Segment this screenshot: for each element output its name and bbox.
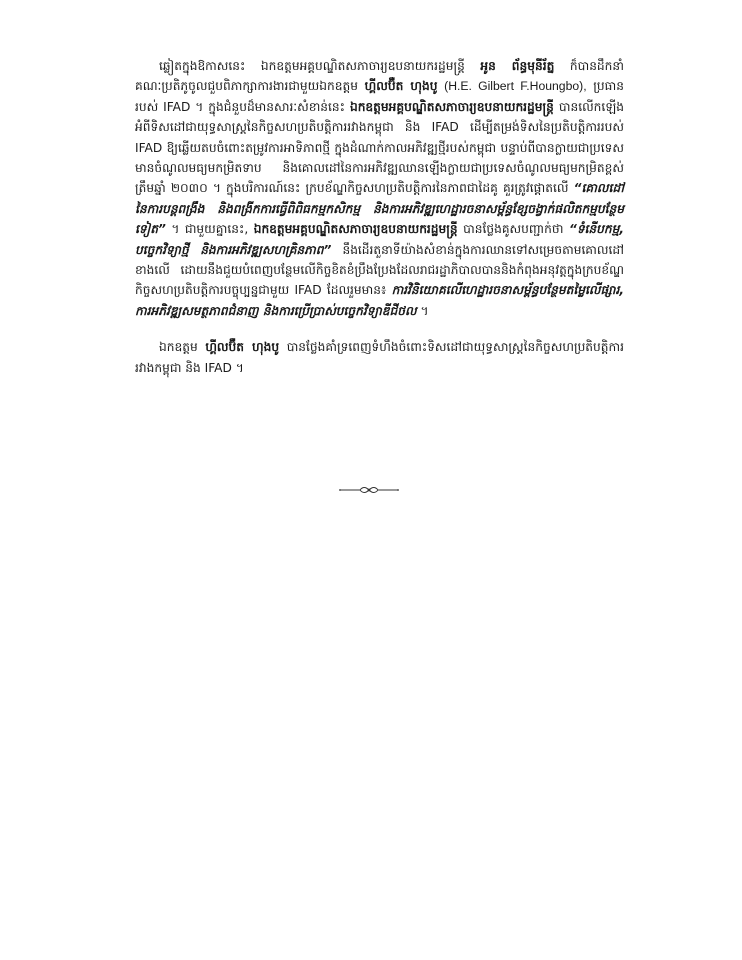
text-run: បានថ្លែងគាំទ្រពេញទំហឹងចំពោះទិសដៅជាយុទ្ធសាស្ត្រនៃកិច្ចសហប្រតិបត្តិការ រវាងកម្ពុជា និង IFAD ។ xyxy=(135,340,624,375)
text-run: ឆ្លៀតក្នុងឱកាសនេះ ឯកឧត្តមអគ្គបណ្ឌិតសភាចារ្យឧបនាយករដ្ឋមន្ត្រី xyxy=(159,59,465,73)
text-run: នឹងដើរតួនាទីយ៉ាងសំខាន់ក្នុងការឈានទៅសម្រេចតាមគោលដៅខាងលើ ដោយនឹងជួយបំពេញបន្ថែមលើកិច្ចខិតខំប្រឹងប្រែងដែលរាជរដ្ឋាភិបាលបាននិងកំពុងអនុវត្តក្នុងក្របខ័ណ្ឌកិច្ចសហប្រតិបត្តិការបច្ចុប្បន្នជាមួយ IFAD ដែលរួមមាន៖ xyxy=(135,242,624,298)
official-name-ifad-president: ហ្គីលប៊ឺត ហុងបូ xyxy=(364,79,438,94)
quoted-priorities: “ទំនើបកម្ម, បច្ចេកវិទ្យាថ្មី និងការអភិវឌ្ឍសហគ្រិនភាព” xyxy=(135,222,624,257)
official-title-bold: ឯកឧត្តមអគ្គបណ្ឌិតសភាចារ្យឧបនាយករដ្ឋមន្ត្រី xyxy=(253,222,458,237)
official-title-bold: ឯកឧត្តមអគ្គបណ្ឌិតសភាចារ្យឧបនាយករដ្ឋមន្ត្រី xyxy=(349,99,554,114)
text-run: បានថ្លែងគូសបញ្ជាក់ថា xyxy=(463,222,564,237)
investment-areas: ការវិនិយោគលើហេដ្ឋារចនាសម្ព័ន្ធបន្ថែមតម្លៃលើផ្សារ, ការអភិវឌ្ឍសមត្ថភាពជំនាញ និងការប្រើប្រាស់បច្ចេកវិទ្យាឌីជីថល xyxy=(135,283,624,318)
paragraph-support-statement xyxy=(135,337,624,378)
quoted-goal: “គោលដៅនៃការបន្តពង្រឹង និងពង្រីកការធ្វើពិពិធកម្មកសិកម្ម និងការអភិវឌ្ឍហេដ្ឋារចនាសម្ព័ន្ធខ្សែចង្វាក់ផលិតកម្មបន្ថែមទៀត” xyxy=(135,181,625,237)
text-run: ឯកឧត្តម xyxy=(159,340,198,355)
paragraph-meeting-summary xyxy=(135,56,624,321)
latin-name: (H.E. Gilbert F.Houngbo), xyxy=(444,79,587,94)
text-run: ។ xyxy=(420,303,429,318)
section-divider-ornament-icon xyxy=(338,484,400,496)
text-run: បានលើកឡើងអំពីទិសដៅជាយុទ្ធសាស្ត្រនៃកិច្ចសហប្រតិបត្តិការរវាងកម្ពុជា និង IFAD ដើម្បីតម្រង់ទិសនៃប្រតិបត្តិការរបស់ IFAD ឱ្យឆ្លើយតបចំពោះតម្រូវការអាទិភាពថ្មី ក្នុងដំណាក់កាលអភិវឌ្ឍថ្មីរបស់កម្ពុជា បន្ទាប់ពីបានក្លាយជាប្រទេសមានចំណូលមធ្យមកម្រិតទាប និងគោលដៅនៃការអភិវឌ្ឍឈានឡើងក្លាយជាប្រទេសចំណូលមធ្យមកម្រិតខ្ពស់ត្រឹមឆ្នាំ ២០៣០ ។ ក្នុងបរិការណ៍នេះ ក្របខ័ណ្ឌកិច្ចសហប្រតិបត្តិការនៃភាពជាដៃគូ គួរត្រូវផ្តោតលើ xyxy=(135,99,625,196)
text-run: ប្រធានរបស់ IFAD ។ ក្នុងជំនួបដ៏មានសារៈសំខាន់នេះ xyxy=(135,79,624,114)
official-name-ifad-president: ហ្គីលប៊ឺត ហុងបូ xyxy=(205,340,280,355)
official-name-deputy-pm: អូន ព័ន្ធមុនីរ័ត្ន xyxy=(480,59,555,73)
text-run: ។ ជាមួយគ្នានេះ, xyxy=(171,222,249,237)
text-run: ក៏បានដឹកនាំគណៈប្រតិភូចូលជួបពិភាក្សាការងារជាមួយឯកឧត្តម xyxy=(135,59,625,94)
